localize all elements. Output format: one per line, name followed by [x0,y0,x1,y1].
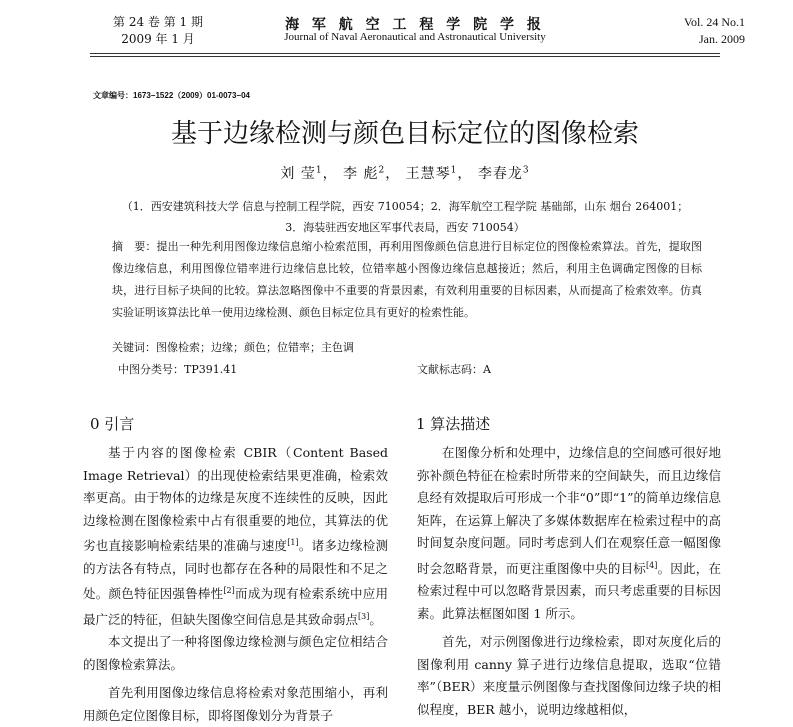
paragraph-text: 基于内容的图像检索 CBIR（Content Based Image Retrieval）的出现使检索结果更准确，检索效率更高。由于物体的边缘是灰度不连续性的反映，因此边缘检测在图像检索中占有很重要的地位，其算法的优劣也直接影响检索结果的准确与速度 [83,445,388,554]
header-rule-bottom [90,56,720,57]
citation: [4] [646,560,658,570]
issue-info: 第 24 卷 第 1 期 [113,15,203,29]
issue-date: 2009 年 1 月 [121,32,195,46]
affiliation-line: （1．西安建筑科技大学 信息与控制工程学院，西安 710054；2．海军航空工程学院 基础部，山东 烟台 264001； [121,200,689,213]
paragraph-text: 而成为现有检索系统中应用最广泛的特征，但缺失图像空间信息是其致命弱点 [83,586,388,627]
citation: [1] [287,538,299,547]
paragraph: 首先利用图像边缘信息将检索对象范围缩小，再利用颜色定位图像目标，即将图像划分为背景子 [83,685,388,723]
citation: [3] [358,611,370,621]
paragraph: 本文提出了一种将图像边缘检测与颜色定位相结合的图像检索算法。 [83,634,388,672]
paragraph-text: 。因此，在检索过程中可以忽略背景因素，而只考虑重要的目标因素。此算法框图如图 1 所示。 [417,560,721,621]
section-heading: 0 引言 [90,415,135,433]
left-column [83,442,388,727]
affiliation-line: 3．海装驻西安地区军事代表局，西安 710054） [285,221,525,234]
author-list: 刘 莹$^1$， 李 彪$^2$， 王慧琴$^1$， 李春龙$^3$ [280,165,530,182]
paragraph-text: 。 [369,611,382,627]
header-rule-top [90,53,720,54]
clc-number: 中图分类号：TP391.41 [118,363,238,376]
author-name: 王慧琴 [405,166,451,182]
paragraph-text: 。诸多边缘检测的方法各有特点，同时也都存在各种的局限性和不足之处。颜色特征因强鲁棒性 [83,538,388,602]
abstract-text: 提出一种先利用图像边缘信息缩小检索范围，再利用图像颜色信息进行目标定位的图像检索算法。首先，提取图像边缘信息，利用图像位错率进行边缘信息比较，位错率越小图像边缘信息越接近；然后，利用主色调确定图像的目标块，进行目标子块间的比较。算法忽略图像中不重要的背景因素，有效利用重要的目标因素，从而提高了检索效率。仿真实验证明该算法比单一使用边缘检测、颜色目标定位具有更好的检索性能。 [112,240,703,319]
article-number: 文章编号：1673−1522（2009）01-0073−04 [93,91,250,100]
volume-info: Vol. 24 No.1 [683,15,745,29]
document-code: 文献标志码：A [417,363,491,376]
keywords-label: 关键词： [112,341,156,354]
paragraph-text: 在图像分析和处理中，边缘信息的空间感可很好地弥补颜色特征在检索时所带来的空间缺失，而且边缘信息经有效提取后可形成一个非“0”即“1”的简单边缘信息矩阵，在运算上解决了多媒体数据库在检索过程中的高时间复杂度问题。同时考虑到人们在观察任意一幅图像时会忽略背景，而更注重图像中央的目标 [417,445,721,576]
abstract [112,236,702,324]
volume-date: Jan. 2009 [699,32,745,46]
paragraph [417,442,721,625]
journal-title: 海 军 航 空 工 程 学 院 学 报 [285,17,545,33]
author-affil-mark: 1 [450,165,458,176]
paragraph: 首先，对示例图像进行边缘检索，即对灰度化后的图像利用 canny 算子进行边缘信息提取，选取“位错率”（BER）来度量示例图像与查找图像间边缘子块的相似程度，BER 越小，说明边缘越相似， [417,634,721,717]
author-affil-mark: 1 [315,165,323,176]
section-heading: 1 算法描述 [416,415,491,433]
citation: [2] [223,586,235,596]
keywords [112,339,354,355]
author-name: 刘 莹 [280,166,316,182]
journal-subtitle: Journal of Naval Aeronautical and Astronautical University [284,31,546,43]
abstract-label: 摘 要： [112,240,157,253]
author-affil-mark: 3 [522,165,530,176]
right-column [417,442,721,721]
paper-title: 基于边缘检测与颜色目标定位的图像检索 [170,119,639,149]
keywords-text: 图像检索；边缘；颜色；位错率；主色调 [156,341,354,354]
paragraph [83,442,388,631]
author-name: 李 彪 [343,166,379,182]
author-name: 李春龙 [477,166,523,182]
author-affil-mark: 2 [378,165,386,176]
